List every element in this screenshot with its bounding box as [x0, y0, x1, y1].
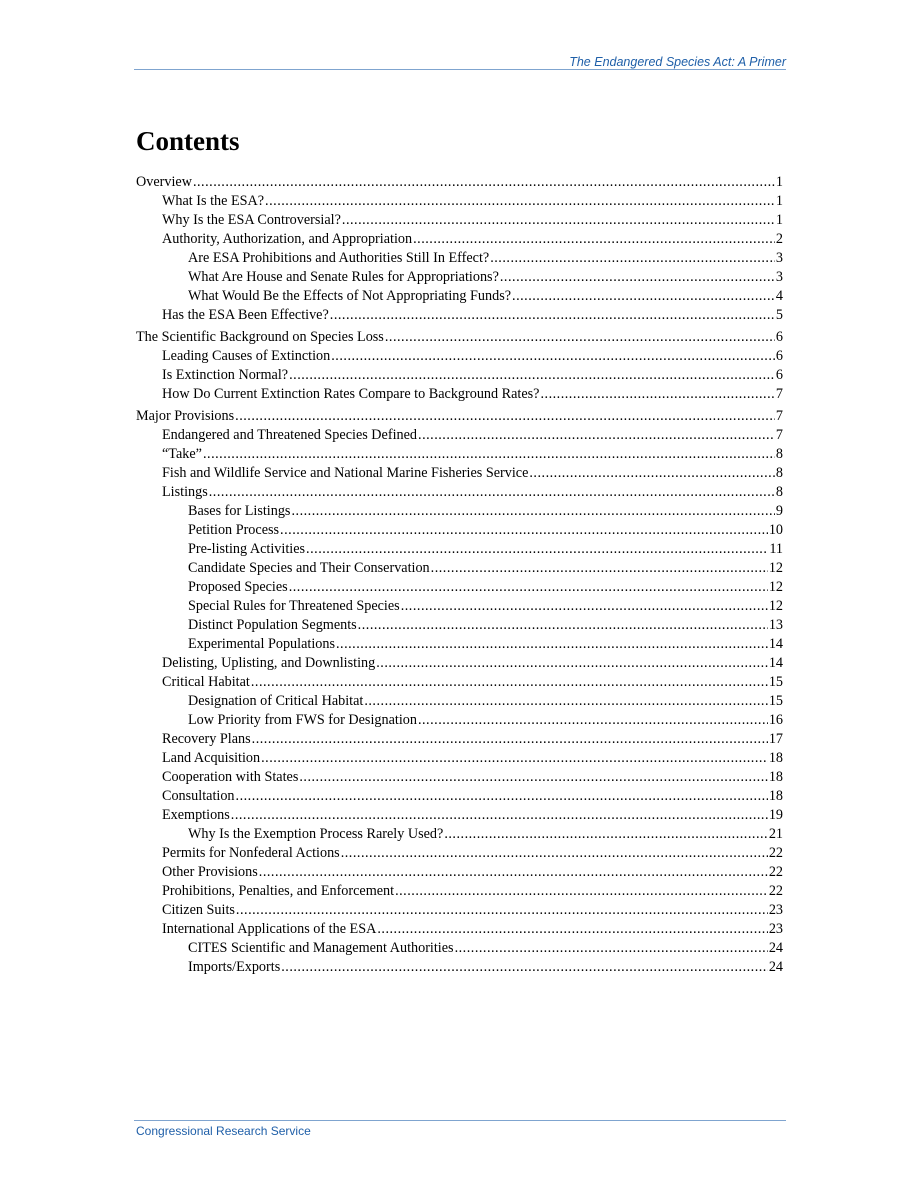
toc-entry-page: 22: [768, 864, 783, 880]
toc-entry-title: Listings: [162, 484, 208, 500]
toc-entry-page: 7: [775, 386, 783, 402]
toc-entry-title: “Take”: [162, 446, 202, 462]
toc-leader-dots: [540, 385, 774, 404]
toc-entry-page: 12: [768, 598, 783, 614]
toc-entry[interactable]: [136, 920, 783, 939]
toc-entry[interactable]: [136, 407, 783, 426]
toc-entry-title: Why Is the Exemption Process Rarely Used?: [188, 826, 444, 842]
toc-leader-dots: [377, 920, 767, 939]
toc-entry[interactable]: [136, 635, 783, 654]
toc-entry-page: 16: [768, 712, 783, 728]
toc-entry-title: Distinct Population Segments: [188, 617, 357, 633]
toc-leader-dots: [431, 559, 768, 578]
toc-entry[interactable]: [136, 616, 783, 635]
toc-entry[interactable]: [136, 597, 783, 616]
toc-entry[interactable]: [136, 939, 783, 958]
toc-leader-dots: [418, 426, 775, 445]
toc-leader-dots: [512, 287, 775, 306]
toc-entry-page: 11: [769, 541, 783, 557]
toc-entry-page: 18: [768, 769, 783, 785]
toc-entry[interactable]: [136, 483, 783, 502]
toc-entry-page: 12: [768, 560, 783, 576]
toc-entry-title: Prohibitions, Penalties, and Enforcement: [162, 883, 395, 899]
toc-leader-dots: [299, 768, 767, 787]
toc-entry[interactable]: [136, 673, 783, 692]
toc-leader-dots: [364, 692, 767, 711]
toc-entry-title: The Scientific Background on Species Loss: [136, 329, 384, 345]
toc-entry-page: 18: [768, 788, 783, 804]
toc-entry[interactable]: [136, 787, 783, 806]
toc-leader-dots: [289, 366, 775, 385]
toc-entry-title: Designation of Critical Habitat: [188, 693, 364, 709]
toc-entry-page: 19: [768, 807, 783, 823]
toc-leader-dots: [331, 347, 775, 366]
toc-entry-page: 15: [768, 674, 783, 690]
toc-entry[interactable]: [136, 385, 783, 404]
toc-entry[interactable]: [136, 328, 783, 347]
toc-entry-title: Critical Habitat: [162, 674, 250, 690]
toc-entry-page: 8: [775, 484, 783, 500]
toc-entry-page: 14: [768, 655, 783, 671]
toc-entry-title: Is Extinction Normal?: [162, 367, 289, 383]
toc-entry-page: 9: [775, 503, 783, 519]
toc-leader-dots: [376, 654, 768, 673]
toc-entry-title: Imports/Exports: [188, 959, 281, 975]
header-rule: [134, 69, 786, 70]
toc-entry-page: 23: [768, 902, 783, 918]
toc-entry-title: CITES Scientific and Management Authorities: [188, 940, 454, 956]
toc-leader-dots: [231, 806, 768, 825]
toc-entry[interactable]: [136, 730, 783, 749]
toc-leader-dots: [193, 173, 775, 192]
toc-entry-title: Delisting, Uplisting, and Downlisting: [162, 655, 376, 671]
toc-entry-page: 12: [768, 579, 783, 595]
toc-entry-title: Exemptions: [162, 807, 230, 823]
toc-entry-title: Are ESA Prohibitions and Authorities Still In Effect?: [188, 250, 490, 266]
toc-entry[interactable]: [136, 249, 783, 268]
toc-leader-dots: [444, 825, 767, 844]
toc-leader-dots: [261, 749, 768, 768]
toc-leader-dots: [209, 483, 775, 502]
toc-entry-title: Pre-listing Activities: [188, 541, 306, 557]
table-of-contents: [136, 173, 783, 977]
toc-entry-title: Petition Process: [188, 522, 280, 538]
toc-entry-page: 17: [768, 731, 783, 747]
footer-rule: [134, 1120, 786, 1121]
toc-entry-title: Fish and Wildlife Service and National Marine Fisheries Service: [162, 465, 529, 481]
toc-entry-page: 22: [768, 883, 783, 899]
toc-leader-dots: [203, 445, 775, 464]
toc-leader-dots: [342, 211, 775, 230]
toc-entry-page: 4: [775, 288, 783, 304]
toc-entry-page: 21: [768, 826, 783, 842]
toc-entry-page: 15: [768, 693, 783, 709]
toc-entry[interactable]: [136, 958, 783, 977]
toc-entry-title: Special Rules for Threatened Species: [188, 598, 400, 614]
toc-entry-title: Citizen Suits: [162, 902, 235, 918]
toc-entry[interactable]: [136, 211, 783, 230]
toc-entry-title: Other Provisions: [162, 864, 258, 880]
toc-entry[interactable]: [136, 882, 783, 901]
toc-entry-title: Authority, Authorization, and Appropriation: [162, 231, 413, 247]
toc-entry[interactable]: [136, 901, 783, 920]
toc-entry-title: Has the ESA Been Effective?: [162, 307, 329, 323]
toc-leader-dots: [236, 787, 768, 806]
toc-entry[interactable]: [136, 559, 783, 578]
toc-leader-dots: [235, 407, 775, 426]
toc-entry-title: Consultation: [162, 788, 235, 804]
toc-entry-page: 22: [768, 845, 783, 861]
toc-entry[interactable]: [136, 654, 783, 673]
toc-entry[interactable]: [136, 445, 783, 464]
toc-leader-dots: [252, 730, 768, 749]
toc-entry[interactable]: [136, 825, 783, 844]
toc-leader-dots: [401, 597, 768, 616]
toc-leader-dots: [306, 540, 768, 559]
toc-entry[interactable]: [136, 806, 783, 825]
toc-leader-dots: [289, 578, 768, 597]
toc-entry-page: 2: [775, 231, 783, 247]
toc-entry-page: 10: [768, 522, 783, 538]
toc-leader-dots: [418, 711, 768, 730]
toc-entry-page: 18: [768, 750, 783, 766]
toc-entry[interactable]: [136, 768, 783, 787]
toc-entry-title: Bases for Listings: [188, 503, 291, 519]
toc-entry[interactable]: [136, 306, 783, 325]
toc-entry-title: Leading Causes of Extinction: [162, 348, 331, 364]
toc-leader-dots: [413, 230, 775, 249]
toc-entry-page: 23: [768, 921, 783, 937]
toc-entry[interactable]: [136, 192, 783, 211]
toc-leader-dots: [529, 464, 775, 483]
toc-entry[interactable]: [136, 268, 783, 287]
toc-leader-dots: [291, 502, 774, 521]
running-header-title: The Endangered Species Act: A Primer: [569, 55, 786, 69]
toc-entry-page: 1: [775, 174, 783, 190]
toc-entry-page: 1: [775, 193, 783, 209]
toc-entry[interactable]: [136, 749, 783, 768]
toc-entry-title: How Do Current Extinction Rates Compare to Background Rates?: [162, 386, 540, 402]
toc-leader-dots: [280, 521, 768, 540]
toc-leader-dots: [265, 192, 775, 211]
toc-leader-dots: [358, 616, 768, 635]
toc-entry-title: Major Provisions: [136, 408, 235, 424]
toc-leader-dots: [490, 249, 775, 268]
toc-entry-page: 6: [775, 348, 783, 364]
toc-entry-page: 7: [775, 408, 783, 424]
toc-entry[interactable]: [136, 540, 783, 559]
toc-entry-title: Proposed Species: [188, 579, 288, 595]
toc-entry-page: 24: [768, 940, 783, 956]
toc-leader-dots: [336, 635, 768, 654]
toc-entry-title: Experimental Populations: [188, 636, 335, 652]
toc-entry-page: 14: [768, 636, 783, 652]
toc-entry[interactable]: [136, 347, 783, 366]
toc-entry[interactable]: [136, 502, 783, 521]
toc-entry-title: Recovery Plans: [162, 731, 251, 747]
toc-entry[interactable]: [136, 692, 783, 711]
toc-leader-dots: [330, 306, 775, 325]
toc-entry-page: 1: [775, 212, 783, 228]
toc-leader-dots: [281, 958, 768, 977]
toc-entry-title: Low Priority from FWS for Designation: [188, 712, 417, 728]
toc-entry-page: 8: [775, 465, 783, 481]
toc-leader-dots: [385, 328, 775, 347]
toc-leader-dots: [341, 844, 768, 863]
toc-entry[interactable]: [136, 426, 783, 445]
toc-entry-title: Land Acquisition: [162, 750, 261, 766]
toc-entry[interactable]: [136, 711, 783, 730]
toc-entry-title: What Is the ESA?: [162, 193, 265, 209]
toc-leader-dots: [500, 268, 775, 287]
toc-entry-page: 6: [775, 367, 783, 383]
toc-leader-dots: [259, 863, 768, 882]
toc-entry-title: Overview: [136, 174, 192, 190]
toc-entry-page: 5: [775, 307, 783, 323]
toc-entry-page: 24: [768, 959, 783, 975]
toc-entry-page: 8: [775, 446, 783, 462]
toc-entry-page: 6: [775, 329, 783, 345]
toc-leader-dots: [236, 901, 768, 920]
footer-publisher: Congressional Research Service: [136, 1124, 311, 1138]
toc-leader-dots: [455, 939, 768, 958]
toc-entry[interactable]: [136, 287, 783, 306]
toc-entry-page: 3: [775, 269, 783, 285]
toc-entry-title: What Would Be the Effects of Not Appropriating Funds?: [188, 288, 512, 304]
toc-entry-title: Candidate Species and Their Conservation: [188, 560, 430, 576]
toc-entry[interactable]: [136, 844, 783, 863]
toc-leader-dots: [251, 673, 768, 692]
contents-heading: Contents: [136, 126, 240, 156]
toc-entry[interactable]: [136, 366, 783, 385]
toc-entry[interactable]: [136, 173, 783, 192]
toc-leader-dots: [395, 882, 768, 901]
toc-entry[interactable]: [136, 230, 783, 249]
toc-entry-page: 13: [768, 617, 783, 633]
toc-entry-title: International Applications of the ESA: [162, 921, 377, 937]
toc-entry-title: Permits for Nonfederal Actions: [162, 845, 340, 861]
toc-entry-page: 7: [775, 427, 783, 443]
toc-entry-page: 3: [775, 250, 783, 266]
toc-entry-title: Cooperation with States: [162, 769, 299, 785]
toc-entry[interactable]: [136, 521, 783, 540]
toc-entry[interactable]: [136, 578, 783, 597]
toc-entry[interactable]: [136, 863, 783, 882]
toc-entry-title: Endangered and Threatened Species Defined: [162, 427, 418, 443]
toc-entry-title: What Are House and Senate Rules for Appropriations?: [188, 269, 499, 285]
toc-entry-title: Why Is the ESA Controversial?: [162, 212, 341, 228]
toc-entry[interactable]: [136, 464, 783, 483]
